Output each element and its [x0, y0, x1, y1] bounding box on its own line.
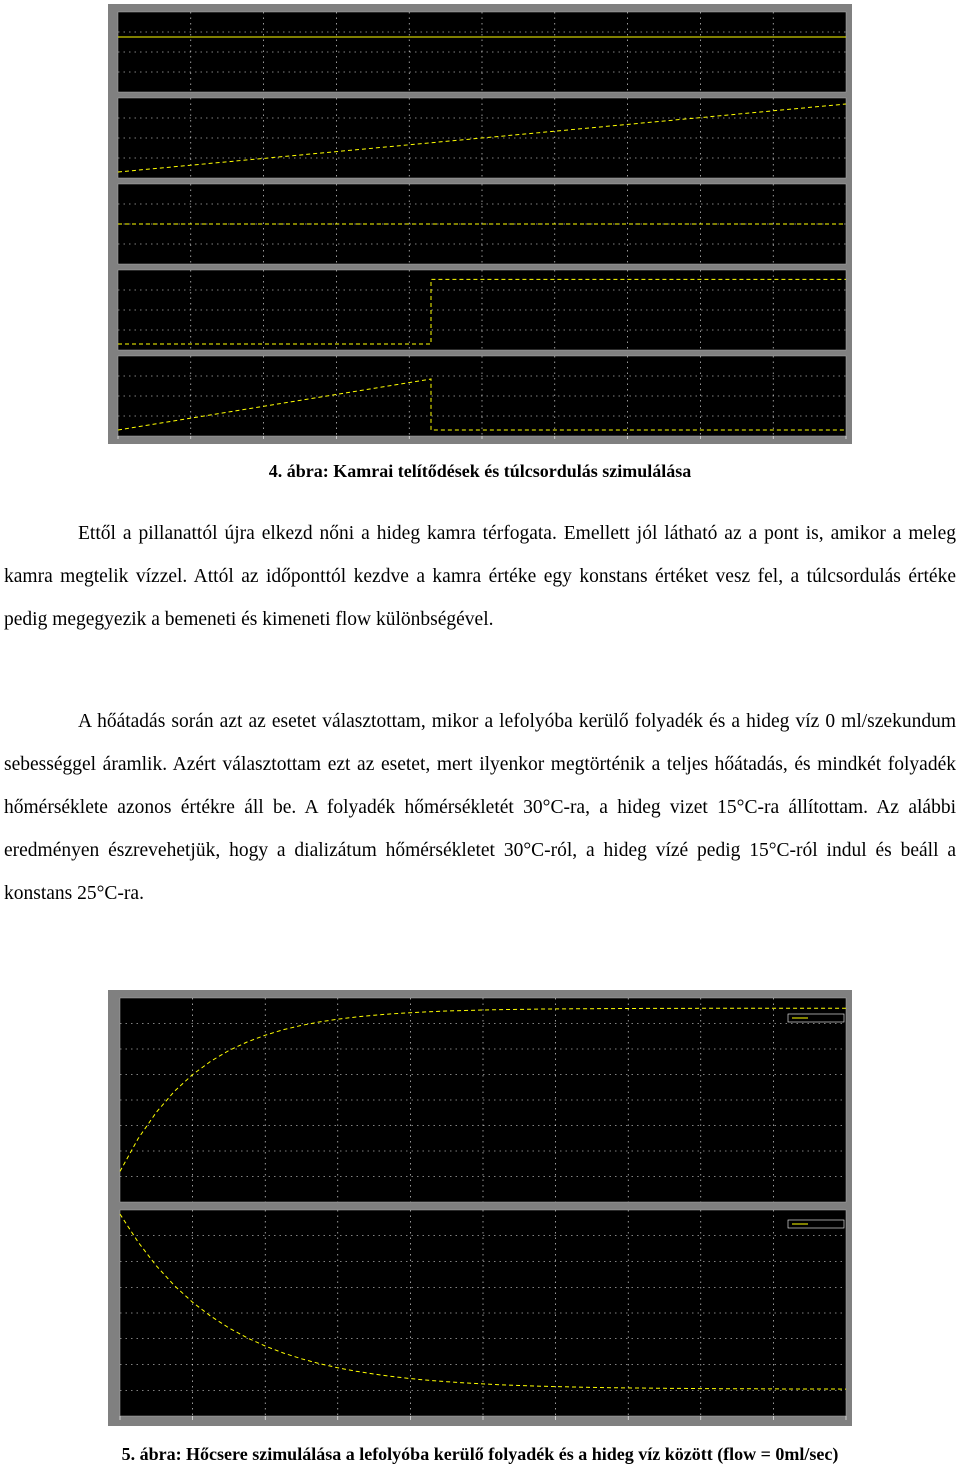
paragraph-1 — [4, 512, 956, 641]
figure5-scope — [108, 990, 852, 1426]
figure5-plot — [108, 990, 852, 1426]
figure4-caption: 4. ábra: Kamrai telítődések és túlcsordulás szimulálása — [268, 461, 692, 481]
paragraph-1-text: Ettől a pillanattól újra elkezd nőni a hideg kamra térfogata. Emellett jól látható az a pont is, amikor a meleg kamra megtelik vízzel. Attól az időponttól kezdve a kamra értéke egy konstans értéket vesz fel, a túlcsordulás értéke pedig megegyezik a bemeneti és kimeneti flow különbségével. — [4, 523, 956, 630]
figure5-caption: 5. ábra: Hőcsere szimulálása a lefolyóba kerülő folyadék és a hideg víz között (flow = 0ml/sec) — [121, 1444, 839, 1464]
figure4-scope — [108, 4, 852, 444]
figure4-plot — [108, 4, 852, 444]
paragraph-2 — [4, 700, 956, 915]
paragraph-2-text: A hőátadás során azt az esetet választottam, mikor a lefolyóba kerülő folyadék és a hideg víz 0 ml/szekundum sebességgel áramlik. Azért választottam ezt az esetet, mert ilyenkor megtörténik a teljes hőátadás, és mindkét folyadék hőmérséklete azonos értékre áll be. A folyadék hőmérsékletét 30°C-ra, a hideg vizet 15°C-ra állítottam. Az alábbi eredményen észrevehetjük, hogy a dializátum hőmérsékletet 30°C-ról, a hideg vízé pedig 15°C-ról indul és beáll a konstans 25°C-ra. — [4, 711, 956, 904]
